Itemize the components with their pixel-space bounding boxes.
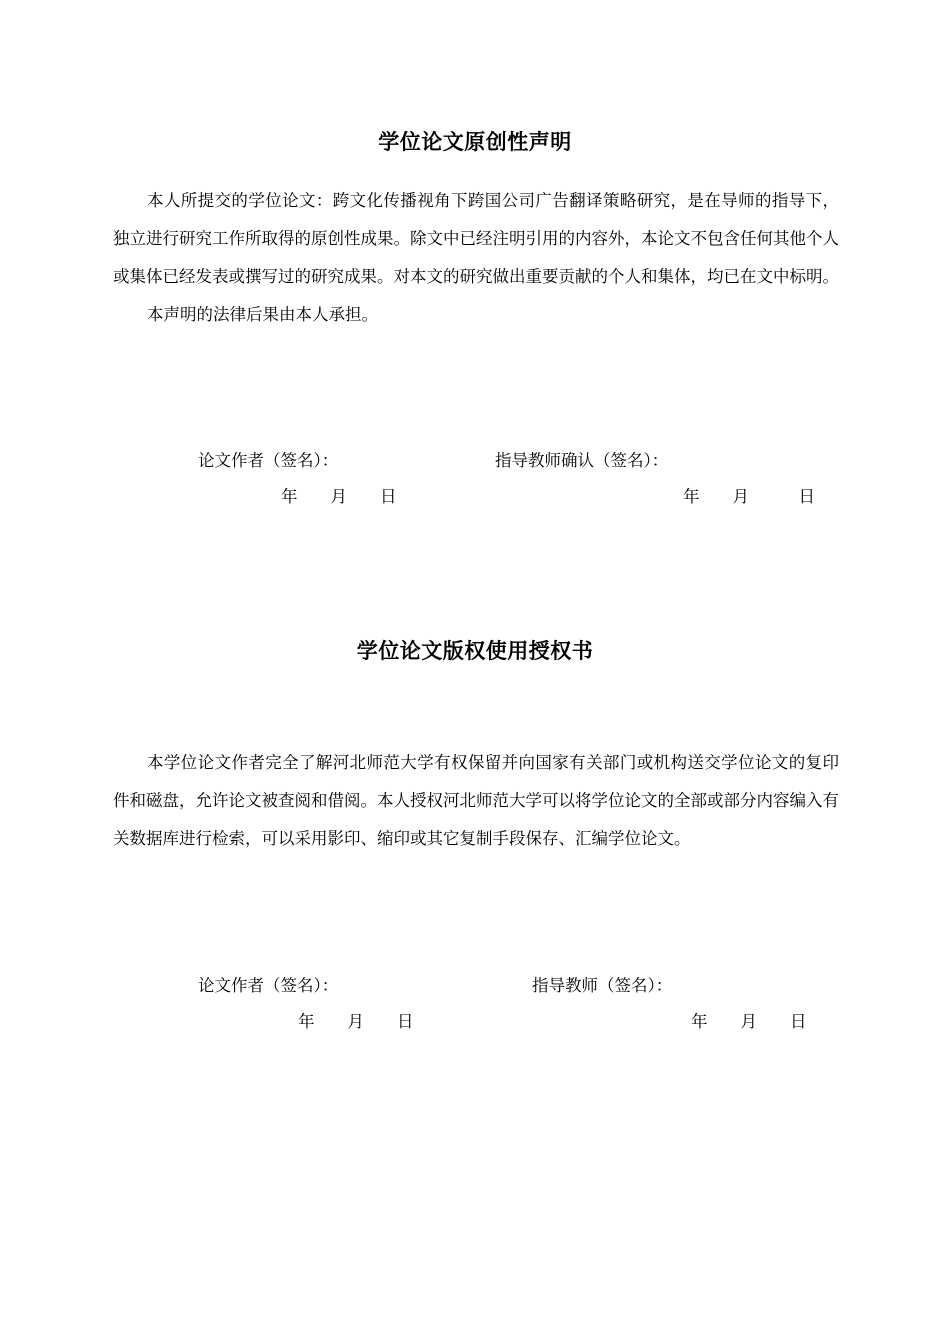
- authorization-author-date: 年 月 日: [298, 1012, 414, 1031]
- declaration-author-signature-label: 论文作者（签名）：: [198, 451, 339, 470]
- declaration-paragraph-1: 本人所提交的学位论文：跨文化传播视角下跨国公司广告翻译策略研究，是在导师的指导下，独立进行研究工作所取得的原创性成果。除文中已经注明引用的内容外，本论文不包含任何其他个人或集体已经发表或撰写过的研究成果。对本文的研究做出重要贡献的个人和集体，均已在文中标明。: [113, 191, 839, 286]
- authorization-advisor-date: 年 月 日: [691, 1012, 807, 1031]
- declaration-advisor-signature-label: 指导教师确认（签名）：: [495, 451, 669, 470]
- declaration-author-date: 年 月 日: [281, 487, 397, 506]
- declaration-advisor-date: 年 月 日: [683, 487, 815, 506]
- authorization-author-signature-label: 论文作者（签名）：: [198, 976, 339, 995]
- declaration-body: [113, 182, 839, 334]
- authorization-body: [113, 744, 839, 858]
- authorization-advisor-signature-label: 指导教师（签名）：: [532, 976, 673, 995]
- authorization-title: 学位论文版权使用授权书: [356, 639, 594, 663]
- authorization-paragraph: 本学位论文作者完全了解河北师范大学有权保留并向国家有关部门或机构送交学位论文的复印件和磁盘，允许论文被查阅和借阅。本人授权河北师范大学可以将学位论文的全部或部分内容编入有关数据库进行检索，可以采用影印、缩印或其它复制手段保存、汇编学位论文。: [113, 753, 839, 848]
- declaration-title: 学位论文原创性声明: [378, 130, 572, 154]
- declaration-paragraph-2: 本声明的法律后果由本人承担。: [147, 305, 378, 324]
